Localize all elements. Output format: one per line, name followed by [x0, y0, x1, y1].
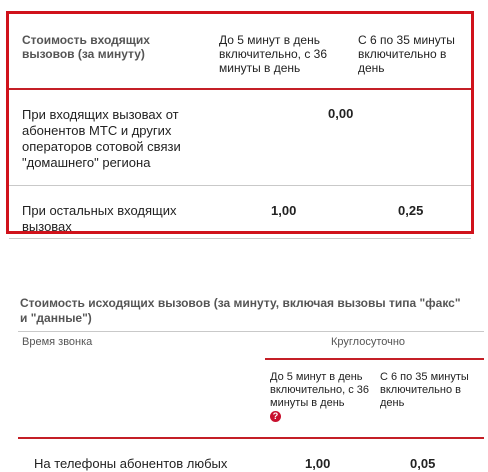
outgoing-title-divider [18, 331, 484, 332]
incoming-row-1-value: 0,00 [328, 106, 354, 121]
time-label: Время звонка [22, 336, 93, 348]
outgoing-period-divider [265, 358, 484, 360]
help-icon[interactable]: ? [270, 411, 281, 422]
outgoing-row-1-label: На телефоны абонентов любых [34, 456, 228, 471]
period-label: Круглосуточно [331, 336, 406, 348]
outgoing-col2-header: С 6 по 35 минуты включительно в день [380, 371, 469, 409]
incoming-col1-header: До 5 минут в день включительно, с 36 минуты в день [219, 33, 327, 75]
outgoing-col1-header-text: До 5 минут в день включительно, с 36 минуты в день [270, 371, 369, 409]
outgoing-table-title: Стоимость исходящих вызовов (за минуту, включая вызовы типа "факс" и "данные") [20, 296, 461, 325]
outgoing-header-divider [18, 437, 484, 439]
incoming-row-2-col2: 0,25 [398, 203, 424, 218]
incoming-row-divider [9, 185, 471, 186]
incoming-row-1-label: При входящих вызовах от абонентов МТС и других операторов сотовой связи "домашнего" региона [22, 107, 181, 170]
outgoing-row-1-col1: 1,00 [305, 456, 331, 471]
incoming-row-2-col1: 1,00 [271, 203, 297, 218]
incoming-header-divider [9, 88, 471, 90]
incoming-col2-header: С 6 по 35 минуты включительно в день [358, 33, 455, 75]
incoming-row-2-label: При остальных входящих вызовах [22, 203, 177, 234]
outgoing-col1-header [270, 371, 370, 423]
incoming-table-title: Стоимость входящих вызовов (за минуту) [22, 33, 150, 61]
outgoing-row-1-col2: 0,05 [410, 456, 436, 471]
incoming-table-bottom [9, 238, 471, 239]
